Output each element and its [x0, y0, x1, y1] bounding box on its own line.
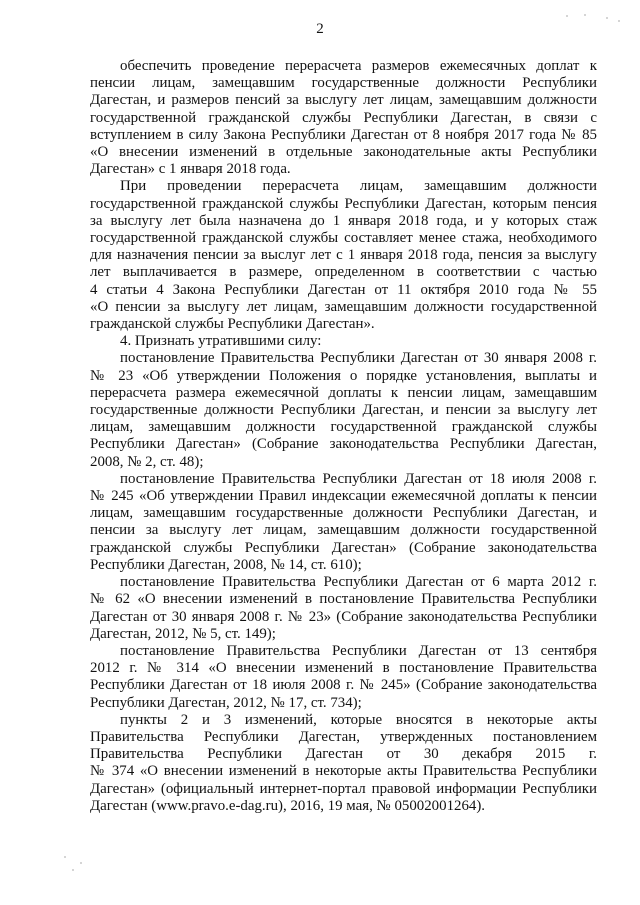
text-line: № 23 «Об утверждении Положения о порядке установления, выплаты и	[90, 367, 597, 384]
text-line: за выслугу лет была назначена до 1 января 2018 года, и у которых стаж	[90, 212, 597, 229]
text-line: гражданской службы Республики Дагестан».	[90, 316, 375, 333]
text-line: лицам, замещавшим должности государственной гражданской службы	[90, 419, 597, 436]
paragraph-repealed-act-5	[90, 712, 597, 815]
text-line: Дагестан» с 1 января 2018 года.	[90, 161, 291, 178]
text-line: вступлением в силу Закона Республики Дагестан от 8 ноября 2017 года № 85	[90, 126, 597, 143]
text-line: для назначения пенсии за выслуг лет с 1 января 2018 года, пенсия за выслугу	[90, 247, 597, 264]
text-line: Республики Дагестан от 18 июля 2008 г. № 245» (Собрание законодательства	[90, 677, 597, 694]
text-line: Правительства Республики Дагестан от 30 декабря 2015 г.	[90, 746, 597, 763]
text-line: перерасчета размера ежемесячной доплаты к пенсии лицам, замещавшим	[90, 384, 597, 401]
text-line: лет выплачивается в размере, определенном в соответствии с частью	[90, 264, 597, 281]
paragraph-repealed-act-3	[90, 574, 597, 643]
text-line: постановление Правительства Республики Дагестан от 13 сентября	[120, 642, 597, 659]
text-line: 4 статьи 4 Закона Республики Дагестан от 11 октября 2010 года № 55	[90, 281, 597, 298]
text-line: постановление Правительства Республики Дагестан от 18 июля 2008 г.	[120, 470, 597, 487]
text-line: Дагестан, 2012, № 5, ст. 149);	[90, 625, 276, 642]
text-line: № 62 «О внесении изменений в постановление Правительства Республики	[90, 591, 597, 608]
text-line: государственной гражданской службы Республики Дагестан, в связи с	[90, 109, 597, 126]
text-line: лицам, замещавшим государственные должности Республики Дагестан, и	[90, 505, 597, 522]
scan-speck	[64, 856, 66, 858]
paragraph-item-4-heading	[90, 333, 597, 350]
scan-speck	[618, 20, 620, 22]
paragraph-recalculation-rules	[90, 178, 597, 333]
scan-speck	[72, 869, 74, 871]
text-line: 2012 г. № 314 «О внесении изменений в постановление Правительства	[90, 660, 597, 677]
scan-speck	[606, 17, 608, 19]
document-body	[90, 58, 597, 815]
text-line: постановление Правительства Республики Дагестан от 6 марта 2012 г.	[120, 574, 597, 591]
text-line: № 374 «О внесении изменений в некоторые акты Правительства Республики	[90, 763, 597, 780]
text-line: постановление Правительства Республики Дагестан от 30 января 2008 г.	[120, 350, 597, 367]
paragraph-repealed-act-2	[90, 471, 597, 574]
text-line: обеспечить проведение перерасчета размеров ежемесячных доплат к	[120, 58, 597, 74]
text-line: государственной гражданской службы Республики Дагестан, которым пенсия	[90, 195, 597, 212]
text-line: Дагестан, и размеров пенсий за выслугу лет лицам, замещавшим должности	[90, 92, 597, 109]
text-line: «О внесении изменений в отдельные законодательные акты Республики	[90, 144, 597, 161]
text-line: Дагестан от 30 января 2008 г. № 23» (Собрание законодательства Республики	[90, 608, 597, 625]
page-number: 2	[316, 21, 324, 37]
text-line: Республики Дагестан, 2008, № 14, ст. 610);	[90, 556, 362, 573]
text-line: Республики Дагестан, 2012, № 17, ст. 734);	[90, 694, 362, 711]
text-line: пенсии за выслугу лет лицам, замещавшим должности государственной	[90, 522, 597, 539]
scan-speck	[80, 862, 82, 864]
text-line: № 245 «Об утверждении Правил индексации ежемесячной доплаты к пенсии	[90, 488, 597, 505]
paragraph-repealed-act-1	[90, 350, 597, 470]
text-line: При проведении перерасчета лицам, замещавшим должности	[120, 178, 597, 195]
text-line: гражданской службы Республики Дагестан» (Собрание законодательства	[90, 539, 597, 556]
paragraph-recalculation	[90, 58, 597, 178]
text-line: Республики Дагестан» (Собрание законодательства Республики Дагестан,	[90, 436, 597, 453]
text-line: 2008, № 2, ст. 48);	[90, 453, 204, 470]
text-line: государственной гражданской службы составляет менее стажа, необходимого	[90, 230, 597, 247]
text-line: Дагестан (www.pravo.e-dag.ru), 2016, 19 мая, № 05002001264).	[90, 797, 486, 814]
text-line: «О пенсии за выслугу лет лицам, замещавшим должности государственной	[90, 298, 597, 315]
text-line: пункты 2 и 3 изменений, которые вносятся в некоторые акты	[120, 711, 597, 728]
text-line: Правительства Республики Дагестан, утвержденных постановлением	[90, 728, 597, 745]
scan-speck	[566, 15, 568, 17]
text-line: пенсии лицам, замещавшим государственные должности Республики	[90, 75, 597, 92]
paragraph-repealed-act-4	[90, 643, 597, 712]
text-line: 4. Признать утратившими силу:	[120, 333, 322, 350]
text-line: Дагестан» (официальный интернет-портал правовой информации Республики	[90, 780, 597, 797]
scan-speck	[584, 14, 586, 16]
text-line: государственные должности Республики Дагестан, и пенсии за выслугу лет	[90, 402, 597, 419]
